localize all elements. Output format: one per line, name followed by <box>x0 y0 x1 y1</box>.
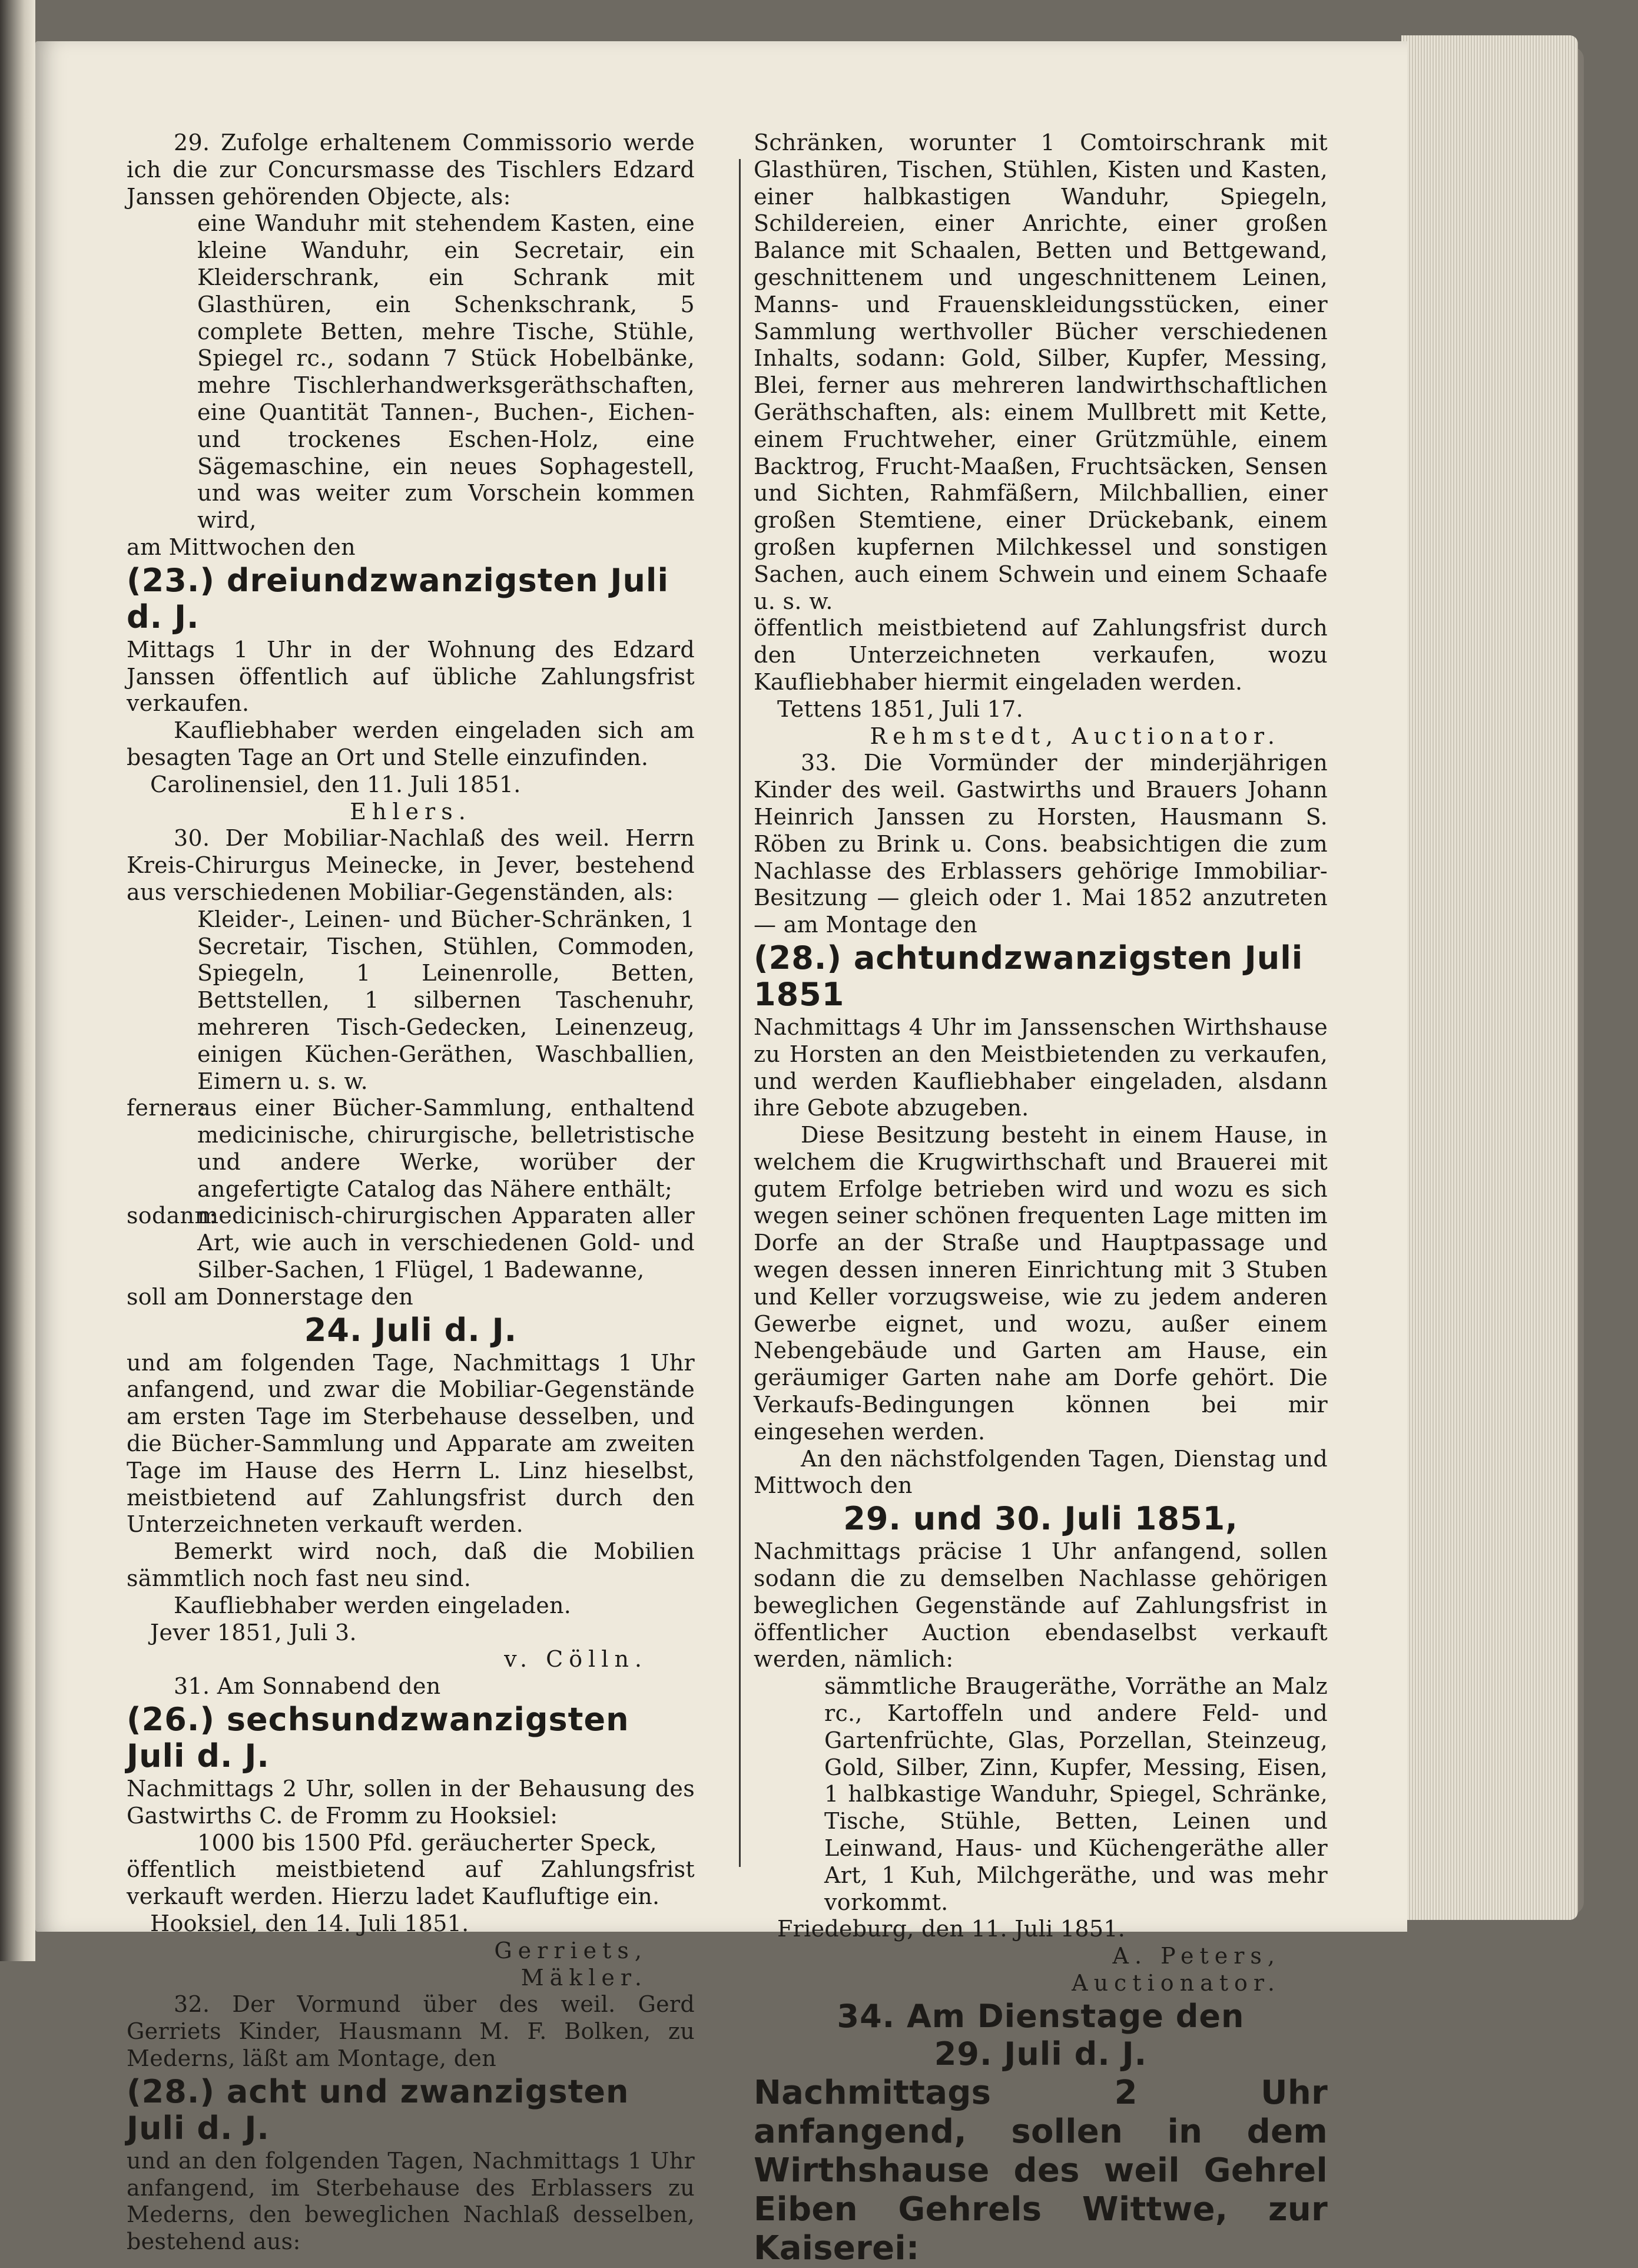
notice-33-next-days: An den nächstfolgenden Tagen, Dienstag und Mittwoch den <box>754 1445 1328 1499</box>
ferner-text: aus einer Bücher-Sammlung, enthaltend medicinische, chirurgische, belletristische und andere Werke, worüber der angefertigte Catalog das Nähere enthält; <box>197 1095 695 1202</box>
notice-29-invite: Kaufliebhaber werden eingeladen sich am besagten Tage an Ort und Stelle einzufinden. <box>127 717 695 770</box>
notice-32-body2: öffentlich meistbietend auf Zahlungsfrist durch den Unterzeichneten verkaufen, wozu Kaufliebhaber hiermit eingeladen werden. <box>754 615 1328 695</box>
notice-31-intro: 31. Am Sonnabend den <box>174 1673 441 1700</box>
notice-32 <box>127 1991 695 2256</box>
notice-29-signature: Ehlers. <box>350 798 472 825</box>
notice-33-heading: (28.) achtundzwanzigsten Juli 1851 <box>754 939 1304 1013</box>
notice-34 <box>754 1998 1328 2268</box>
page-block-edges <box>1401 35 1578 1920</box>
notice-29-pre-date: am Mittwochen den <box>127 534 356 560</box>
notice-30-ferner-row <box>127 1095 695 1203</box>
notice-30-date: Jever 1851, Juli 3. <box>150 1619 357 1645</box>
notice-32-date: Tettens 1851, Juli 17. <box>777 696 1023 722</box>
notice-34-body: Nachmittags 2 Uhr anfangend, sollen in dem Wirthshause des weil Gehrel Eiben Gehrels Wittwe, zur Kaiserei: <box>754 2073 1328 2267</box>
notice-32-signature: Rehmstedt, Auctionator. <box>870 723 1281 749</box>
left-page-edge <box>0 0 35 1961</box>
notice-33-role: Auctionator. <box>1072 1970 1281 1996</box>
notice-33-body2: Nachmittags präcise 1 Uhr anfangend, sollen sodann die zu demselben Nachlasse gehörigen beweglichen Gegenstände auf Zahlungsfrist in öffentlicher Auction ebendaselbst verkauft werden, nämlich: <box>754 1538 1328 1673</box>
notice-33-heading2: 29. und 30. Juli 1851, <box>843 1500 1238 1538</box>
notice-30 <box>127 825 695 1673</box>
notice-33 <box>754 750 1328 1996</box>
notice-34-heading: 34. Am Dienstage den <box>837 1997 1245 2035</box>
notice-30-body: und am folgenden Tage, Nachmittags 1 Uhr anfangend, und zwar die Mobiliar-Gegenstände am ersten Tage im Sterbehause desselben, und die Bücher-Sammlung und Apparate am zweiten Tage im Hause des Herrn L. Linz hieselbst, meistbietend auf Zahlungsfrist durch den Unterzeichneten verkauft werden. <box>127 1349 695 1538</box>
notice-30-items: Kleider-, Leinen- und Bücher-Schränken, 1 Secretair, Tischen, Stühlen, Commoden, Spiegeln, 1 Leinenrolle, Betten, Bettstellen, 1 silbernen Taschenuhr, mehreren Tisch-Gedecken, Leinenzeug, einigen Küchen-Geräthen, Waschballien, Eimern u. s. w. <box>197 906 695 1094</box>
notice-31-heading: (26.) sechsundzwanzigsten Juli d. J. <box>127 1701 629 1775</box>
notice-30-heading: 24. Juli d. J. <box>304 1311 518 1349</box>
right-column <box>754 130 1328 2268</box>
notice-30-sodann-row <box>127 1203 695 1283</box>
notice-29 <box>127 130 695 825</box>
notice-30-signature: v. Cölln. <box>504 1646 648 1673</box>
notice-31-date: Hooksiel, den 14. Juli 1851. <box>150 1911 469 1937</box>
notice-33-signature: A. Peters, <box>1112 1943 1281 1969</box>
notice-32-body: und an den folgenden Tagen, Nachmittags 1 Uhr anfangend, im Sterbehause des Erblassers zu Mederns, den beweglichen Nachlaß desselben, bestehend aus: <box>127 2147 695 2255</box>
left-column <box>127 130 695 2256</box>
notice-31-body2: öffentlich meistbietend auf Zahlungsfrist verkauft werden. Hierzu ladet Kaufluftige ein. <box>127 1856 695 1910</box>
notice-33-date: Friedeburg, den 11. Juli 1851. <box>777 1916 1126 1942</box>
column-divider <box>739 159 741 1867</box>
ferner-label: ferner: <box>127 1095 206 1121</box>
notice-29-items: eine Wanduhr mit stehendem Kasten, eine kleine Wanduhr, ein Secretair, ein Kleiderschrank, ein Schrank mit Glasthüren, ein Schenkschrank, 5 complete Betten, mehre Tische, Stühle, Spiegel rc., sodann 7 Stück Hobelbänke, mehre Tischlerhandwerksgeräthschaften, eine Quantität Tannen-, Buchen-, Eichen- und trockenes Eschen-Holz, eine Sägemaschine, ein neues Sophagestell, und was weiter zum Vorschein kommen wird, <box>197 210 695 534</box>
notice-34-heading2: 29. Juli d. J. <box>934 2035 1148 2072</box>
sodann-label: sodann: <box>127 1203 217 1229</box>
notice-29-date: Carolinensiel, den 11. Juli 1851. <box>150 771 521 797</box>
notice-31-role: Mäkler. <box>520 1964 648 1991</box>
notice-33-intro: 33. Die Vormünder der minderjährigen Kinder des weil. Gastwirths und Brauers Johann Heinrich Janssen zu Horsten, Hausmann S. Röben zu Brink u. Cons. beabsichtigen die zum Nachlasse des Erblassers gehörige Immobiliar-Besitzung — gleich oder 1. Mai 1852 anzutreten — am Montage den <box>754 750 1328 938</box>
notice-29-heading: (23.) dreiundzwanzigsten Juli d. J. <box>127 561 669 635</box>
notice-32-heading: (28.) acht und zwanzigsten Juli d. J. <box>127 2072 629 2147</box>
newspaper-page <box>35 41 1407 2267</box>
notice-31-signature: Gerriets, <box>494 1937 648 1964</box>
notice-30-intro: 30. Der Mobiliar-Nachlaß des weil. Herrn Kreis-Chirurgus Meinecke, in Jever, bestehend aus verschiedenen Mobiliar-Gegenständen, als: <box>127 825 695 905</box>
notice-33-items: sämmtliche Braugeräthe, Vorräthe an Malz rc., Kartoffeln und andere Feld- und Gartenfrüchte, Glas, Porzellan, Steinzeug, Gold, Silber, Zinn, Kupfer, Messing, Eisen, 1 halbkastige Wanduhr, Spiegel, Schränke, Tische, Stühle, Betten, Leinen und Leinwand, Haus- und Küchengeräthe aller Art, 1 Kuh, Milchgeräthe, und was mehr vorkommt. <box>824 1673 1328 1915</box>
notice-30-pre-date: soll am Donnerstage den <box>127 1283 413 1310</box>
notice-32-intro: 32. Der Vormund über des weil. Gerd Gerriets Kinder, Hausmann M. F. Bolken, zu Mederns, läßt am Montage, den <box>127 1991 695 2071</box>
notice-30-note: Bemerkt wird noch, daß die Mobilien sämmtlich noch fast neu sind. <box>127 1538 695 1592</box>
notice-31-item: 1000 bis 1500 Pfd. geräucherter Speck, <box>197 1829 657 1856</box>
notice-31-body: Nachmittags 2 Uhr, sollen in der Behausung des Gastwirths C. de Fromm zu Hooksiel: <box>127 1776 695 1829</box>
notice-33-description: Diese Besitzung besteht in einem Hause, in welchem die Krugwirthschaft und Brauerei mit gutem Erfolge betrieben wird und wozu es sich wegen seiner schönen frequenten Lage mitten im Dorfe an der Straße und Hauptpassage und wegen dessen inneren Einrichtung mit 3 Stuben und Keller vorzugsweise, wie zu jedem anderen Gewerbe eignet, und wozu, außer einem Nebengebäude und Garten am Hause, ein geräumiger Garten nahe am Dorfe gehört. Die Verkaufs-Bedingungen können bei mir eingesehen werden. <box>754 1122 1328 1445</box>
notice-32-continued <box>754 130 1328 750</box>
notice-29-body: Mittags 1 Uhr in der Wohnung des Edzard Janssen öffentlich auf übliche Zahlungsfrist verkaufen. <box>127 636 695 717</box>
notice-32-items: Schränken, worunter 1 Comtoirschrank mit Glasthüren, Tischen, Stühlen, Kisten und Kasten, einer halbkastigen Wanduhr, Spiegeln, Schildereien, einer Anrichte, einer großen Balance mit Schaalen, Betten und Bettgewand, geschnittenem und ungeschnittenem Leinen, Manns- und Frauenskleidungsstücken, einer Sammlung werthvoller Bücher verschiedenen Inhalts, sodann: Gold, Silber, Kupfer, Messing, Blei, ferner aus mehreren landwirthschaftlichen Geräthschaften, als: einem Mullbrett mit Kette, einem Fruchtweher, einer Grützmühle, einem Backtrog, Frucht-Maaßen, Fruchtsäcken, Sensen und Sichten, Rahmfäßern, Milchballien, einer großen Stemtiene, einer Drückebank, einem großen kupfernen Milchkessel und sonstigen Sachen, auch einem Schwein und einem Schaafe u. s. w. <box>754 130 1328 614</box>
notice-29-intro: 29. Zufolge erhaltenem Commissorio werde ich die zur Concursmasse des Tischlers Edzard Janssen gehörenden Objecte, als: <box>127 130 695 210</box>
sodann-text: medicinisch-chirurgischen Apparaten aller Art, wie auch in verschiedenen Gold- und Silber-Sachen, 1 Flügel, 1 Badewanne, <box>197 1203 695 1283</box>
notice-31 <box>127 1673 695 1991</box>
notice-33-body: Nachmittags 4 Uhr im Janssenschen Wirthshause zu Horsten an den Meistbietenden zu verkaufen, und werden Kaufliebhaber eingeladen, alsdann ihre Gebote abzugeben. <box>754 1014 1328 1121</box>
notice-30-invite: Kaufliebhaber werden eingeladen. <box>174 1592 572 1618</box>
